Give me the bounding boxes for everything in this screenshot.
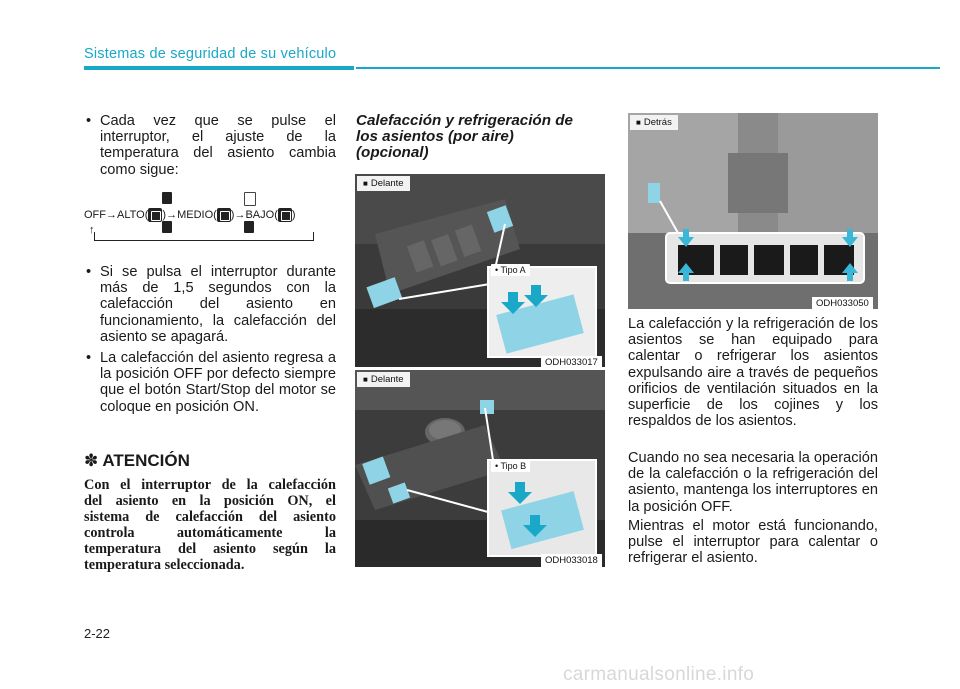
seq-paren: ) [162,208,167,221]
sequence-line [84,208,296,222]
paragraph-text: La calefacción y la refrigeración de los asientos se han equipado para calentar o refrigerar los asientos expulsando aire a través de pequeños orificios de ventilación situados en la superficie de los cojines y los respaldos de los asientos. [628,316,878,430]
bullet-item [84,350,336,415]
seq-paren: ) [291,208,296,221]
section-header-title: Sistemas de seguridad de su vehículo [84,46,337,62]
seq-arrow: → [234,208,246,221]
seq-arrow: → [106,208,117,221]
seq-paren: ) [230,208,235,221]
body-paragraph [628,518,878,567]
attention-line: temperatura del asiento según la [84,541,336,557]
heat-level-bar-icon [162,192,172,204]
bullet-dot: • [86,113,92,129]
bullet-item [84,113,336,178]
figure-tag: ■ Detrás [630,115,678,130]
attention-line: controla automáticamente la [84,525,336,541]
seq-alto-label: ALTO( [117,208,149,221]
type-label: • Tipo A [491,264,530,276]
header-rule [356,67,940,69]
figure-front-type-b [355,370,605,567]
body-paragraph [628,450,878,515]
figure-front-type-a [355,174,605,367]
console-photo-illustration [355,174,605,367]
seq-off-label: OFF [84,208,106,221]
attention-line: sistema de calefacción del asiento [84,509,336,525]
subsection-title [356,113,606,161]
temperature-sequence-diagram [84,188,344,248]
seq-bajo-label: BAJO( [245,208,278,221]
seat-heat-icon [278,208,292,222]
return-arrow-icon: ↑ [89,224,95,236]
rear-seat-photo-illustration [628,113,878,309]
figure-code: ODH033018 [541,554,602,567]
body-paragraph [628,316,878,429]
figure-rear [628,113,878,309]
attention-heading: ✽ ATENCIÓN [84,451,190,470]
figure-tag: ■ Delante [357,176,410,191]
title-line: (opcional) [356,144,429,161]
bullet-text: Si se pulsa el interruptor durante más de 1,5 segundos con la calefacción del asiento en funcionamiento, la calefacción del asiento se apagará. [100,264,336,345]
bullet-dot: • [86,264,92,280]
seq-medio-label: MEDIO( [177,208,217,221]
figure-tag-label: Delante [370,374,404,385]
seat-heat-icon [148,208,162,222]
seq-arrow: → [166,208,178,221]
figure-tag: ■ Delante [357,372,410,387]
page-number: 2-22 [84,626,111,641]
title-line: los asientos (por aire) [356,128,514,145]
seat-heat-icon [217,208,231,222]
header-rule-accent [84,66,354,70]
figure-code: ODH033050 [812,297,873,309]
paragraph-text: Cuando no sea necesaria la operación de la calefacción o la refrigeración del asiento, mantenga los interruptores en la posición OFF. [628,450,878,515]
bullet-item [84,264,336,345]
figure-tag-label: Detrás [643,117,672,128]
return-line [94,232,314,241]
title-line: Calefacción y refrigeración de [356,112,573,129]
type-label: • Tipo B [491,460,530,472]
attention-body [84,477,336,573]
figure-code: ODH033017 [541,356,602,367]
paragraph-text: Mientras el motor está funcionando, pulse el interruptor para calentar o refrigerar el asiento. [628,518,878,567]
watermark: carmanualsonline.info [563,664,755,685]
heat-level-bar-icon [244,192,256,206]
attention-line: Con el interruptor de la calefacción [84,477,336,493]
figure-tag-label: Delante [370,178,404,189]
bullet-text: La calefacción del asiento regresa a la posición OFF por defecto siempre que el botón Start/Stop del motor se coloque en posición ON. [100,350,336,415]
console-photo-illustration [355,370,605,567]
attention-line: temperatura seleccionada. [84,557,245,573]
attention-line: del asiento en la posición ON, el [84,493,336,509]
bullet-dot: • [86,350,92,366]
bullet-text: Cada vez que se pulse el interruptor, el ajuste de la temperatura del asiento cambia como sigue: [100,113,336,178]
